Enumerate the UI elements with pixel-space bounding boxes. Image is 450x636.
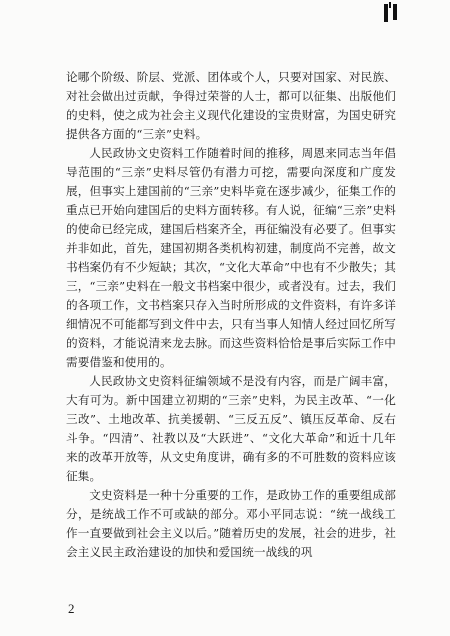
edge-tab-mark <box>389 2 391 8</box>
body-text <box>66 68 396 562</box>
edge-tab-mark <box>393 4 397 20</box>
page-number: 2 <box>68 601 75 616</box>
edge-tab-mark <box>384 4 388 22</box>
paragraph: 论哪个阶级、阶层、党派、团体或个人，只要对国家、对民族、对社会做出过贡献，争得过荣誉的人士，都可以征集、出版他们的史料，使之成为社会主义现代化建设的宝贵财富，为国史研究提供各方面的“三亲”史料。 <box>66 70 396 141</box>
paragraph: 人民政协文史资料工作随着时间的推移，周恩来同志当年倡导范围的“三亲”史料尽管仍有潜力可挖，需要向深度和广度发展，但事实上建国前的“三亲”史料毕竟在逐步减少，征集工作的重点已开始向建国后的史料方面转移。有人说，征编“三亲”史料的使命已经完成，建国后档案齐全，再征编没有必要了。但事实并非如此，首先，建国初期各类机构初建，制度尚不完善，故文书档案仍有不少短缺；其次，“文化大革命”中也有不少散失；其三，“三亲”史料在一般文书档案中很少，或者没有。过去，我们的各项工作，文书档案只存入当时所形成的文件资料，有许多详细情况不可能都写到文件中去，只有当事人知情人经过回忆所写的资料，才能说清来龙去脉。而这些资料恰恰是事后实际工作中需要借鉴和使用的。 <box>66 146 396 369</box>
paragraph: 文史资料是一种十分重要的工作，是政协工作的重要组成部分，是统战工作不可或缺的部分。邓小平同志说：“统一战线工作一直要做到社会主义以后。”随着历史的发展，社会的进步，社会主义民主政治建设的加快和爱国统一战线的巩 <box>66 488 396 559</box>
paragraph: 人民政协文史资料征编领域不是没有内容，而是广阔丰富，大有可为。新中国建立初期的“三亲”史料，为民主改革、“一化三改”、土地改革、抗美援朝、“三反五反”、镇压反革命、反右斗争。“四清”、社教以及“大跃进”、“文化大革命”和近十几年来的改革开放等，从文史角度讲，确有多的不可胜数的资料应该征集。 <box>66 374 396 483</box>
